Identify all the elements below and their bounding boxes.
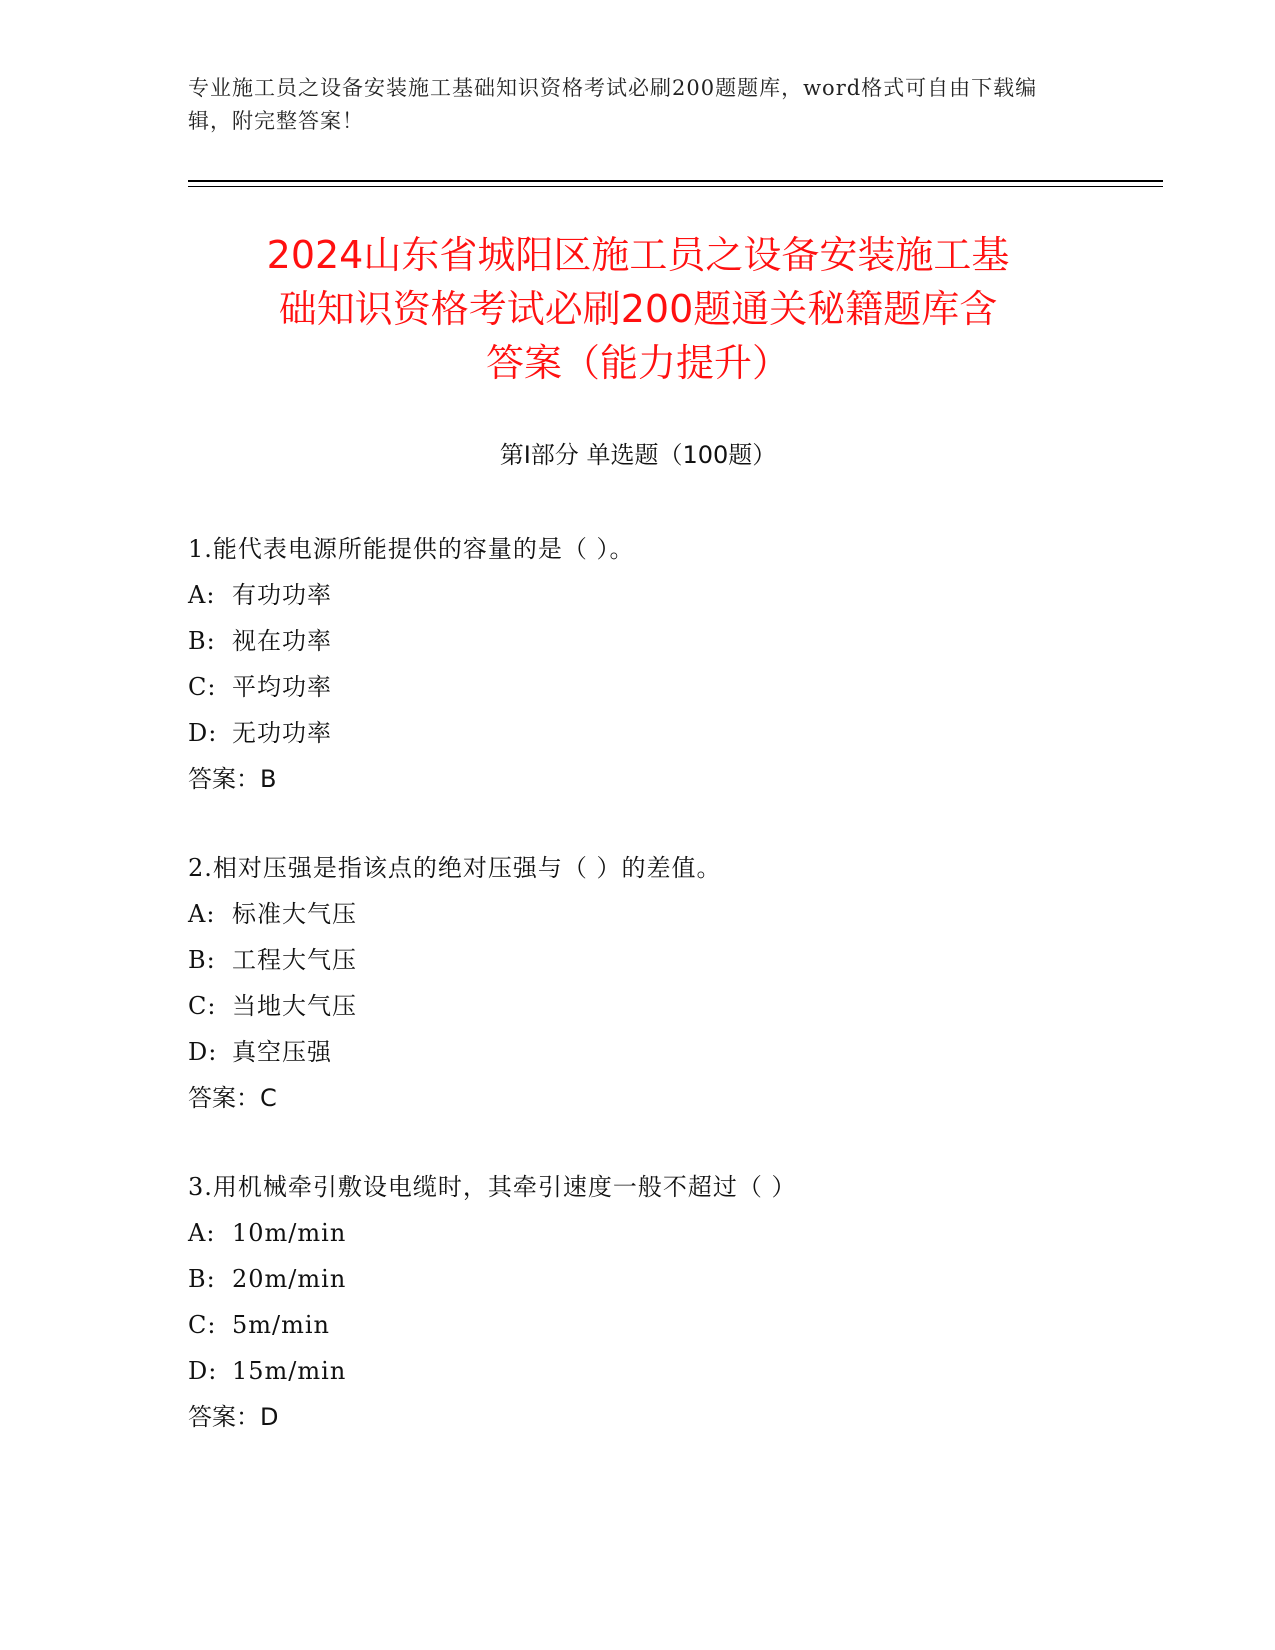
question-stem: 1.能代表电源所能提供的容量的是（ ）。 — [188, 535, 635, 563]
document-title — [188, 228, 1088, 390]
document-title-line: 2024山东省城阳区施工员之设备安装施工基 — [266, 233, 1010, 277]
option-b — [188, 618, 1088, 664]
option-text: 平均功率 — [232, 673, 332, 701]
option-text: 5m/min — [232, 1311, 331, 1339]
question-stem: 2.相对压强是指该点的绝对压强与（ ）的差值。 — [188, 854, 722, 882]
option-key: D: — [188, 1038, 218, 1066]
option-key: C: — [188, 1311, 217, 1339]
option-text: 工程大气压 — [232, 946, 357, 974]
option-d — [188, 1029, 1088, 1075]
header-rule-thin — [188, 186, 1163, 187]
answer-line: 答案：D — [188, 1403, 279, 1431]
question-block — [188, 1164, 1088, 1440]
option-a — [188, 891, 1088, 937]
question-block — [188, 845, 1088, 1121]
option-key: B: — [188, 627, 216, 655]
question-stem: 3.用机械牵引敷设电缆时，其牵引速度一般不超过（ ） — [188, 1173, 797, 1201]
option-c — [188, 664, 1088, 710]
option-key: C: — [188, 992, 217, 1020]
option-key: D: — [188, 1357, 218, 1385]
option-b — [188, 1256, 1088, 1302]
option-key: B: — [188, 946, 216, 974]
option-b — [188, 937, 1088, 983]
option-key: B: — [188, 1265, 216, 1293]
question-block — [188, 526, 1088, 802]
document-title-line: 答案（能力提升） — [485, 341, 790, 385]
option-text: 标准大气压 — [232, 900, 357, 928]
option-key: A: — [188, 581, 216, 609]
option-d — [188, 710, 1088, 756]
option-text: 有功功率 — [232, 581, 332, 609]
option-key: C: — [188, 673, 217, 701]
option-text: 15m/min — [232, 1357, 347, 1385]
option-text: 真空压强 — [232, 1038, 332, 1066]
option-text: 当地大气压 — [232, 992, 357, 1020]
option-key: A: — [188, 1219, 216, 1247]
option-a — [188, 572, 1088, 618]
answer-line: 答案：B — [188, 765, 277, 793]
option-text: 视在功率 — [232, 627, 332, 655]
option-d — [188, 1348, 1088, 1394]
option-a — [188, 1210, 1088, 1256]
option-key: A: — [188, 900, 216, 928]
option-text: 20m/min — [232, 1265, 347, 1293]
option-text: 10m/min — [232, 1219, 347, 1247]
option-c — [188, 983, 1088, 1029]
header-rule-thick — [188, 180, 1163, 182]
option-c — [188, 1302, 1088, 1348]
option-text: 无功功率 — [232, 719, 332, 747]
document-title-line: 础知识资格考试必刷200题通关秘籍题库含 — [278, 287, 998, 331]
answer-line: 答案：C — [188, 1084, 277, 1112]
header-note: 专业施工员之设备安装施工基础知识资格考试必刷200题题库，word格式可自由下载编辑，附完整答案！ — [188, 76, 1038, 133]
option-key: D: — [188, 719, 218, 747]
section-title: 第Ⅰ部分 单选题（100题） — [499, 441, 777, 469]
